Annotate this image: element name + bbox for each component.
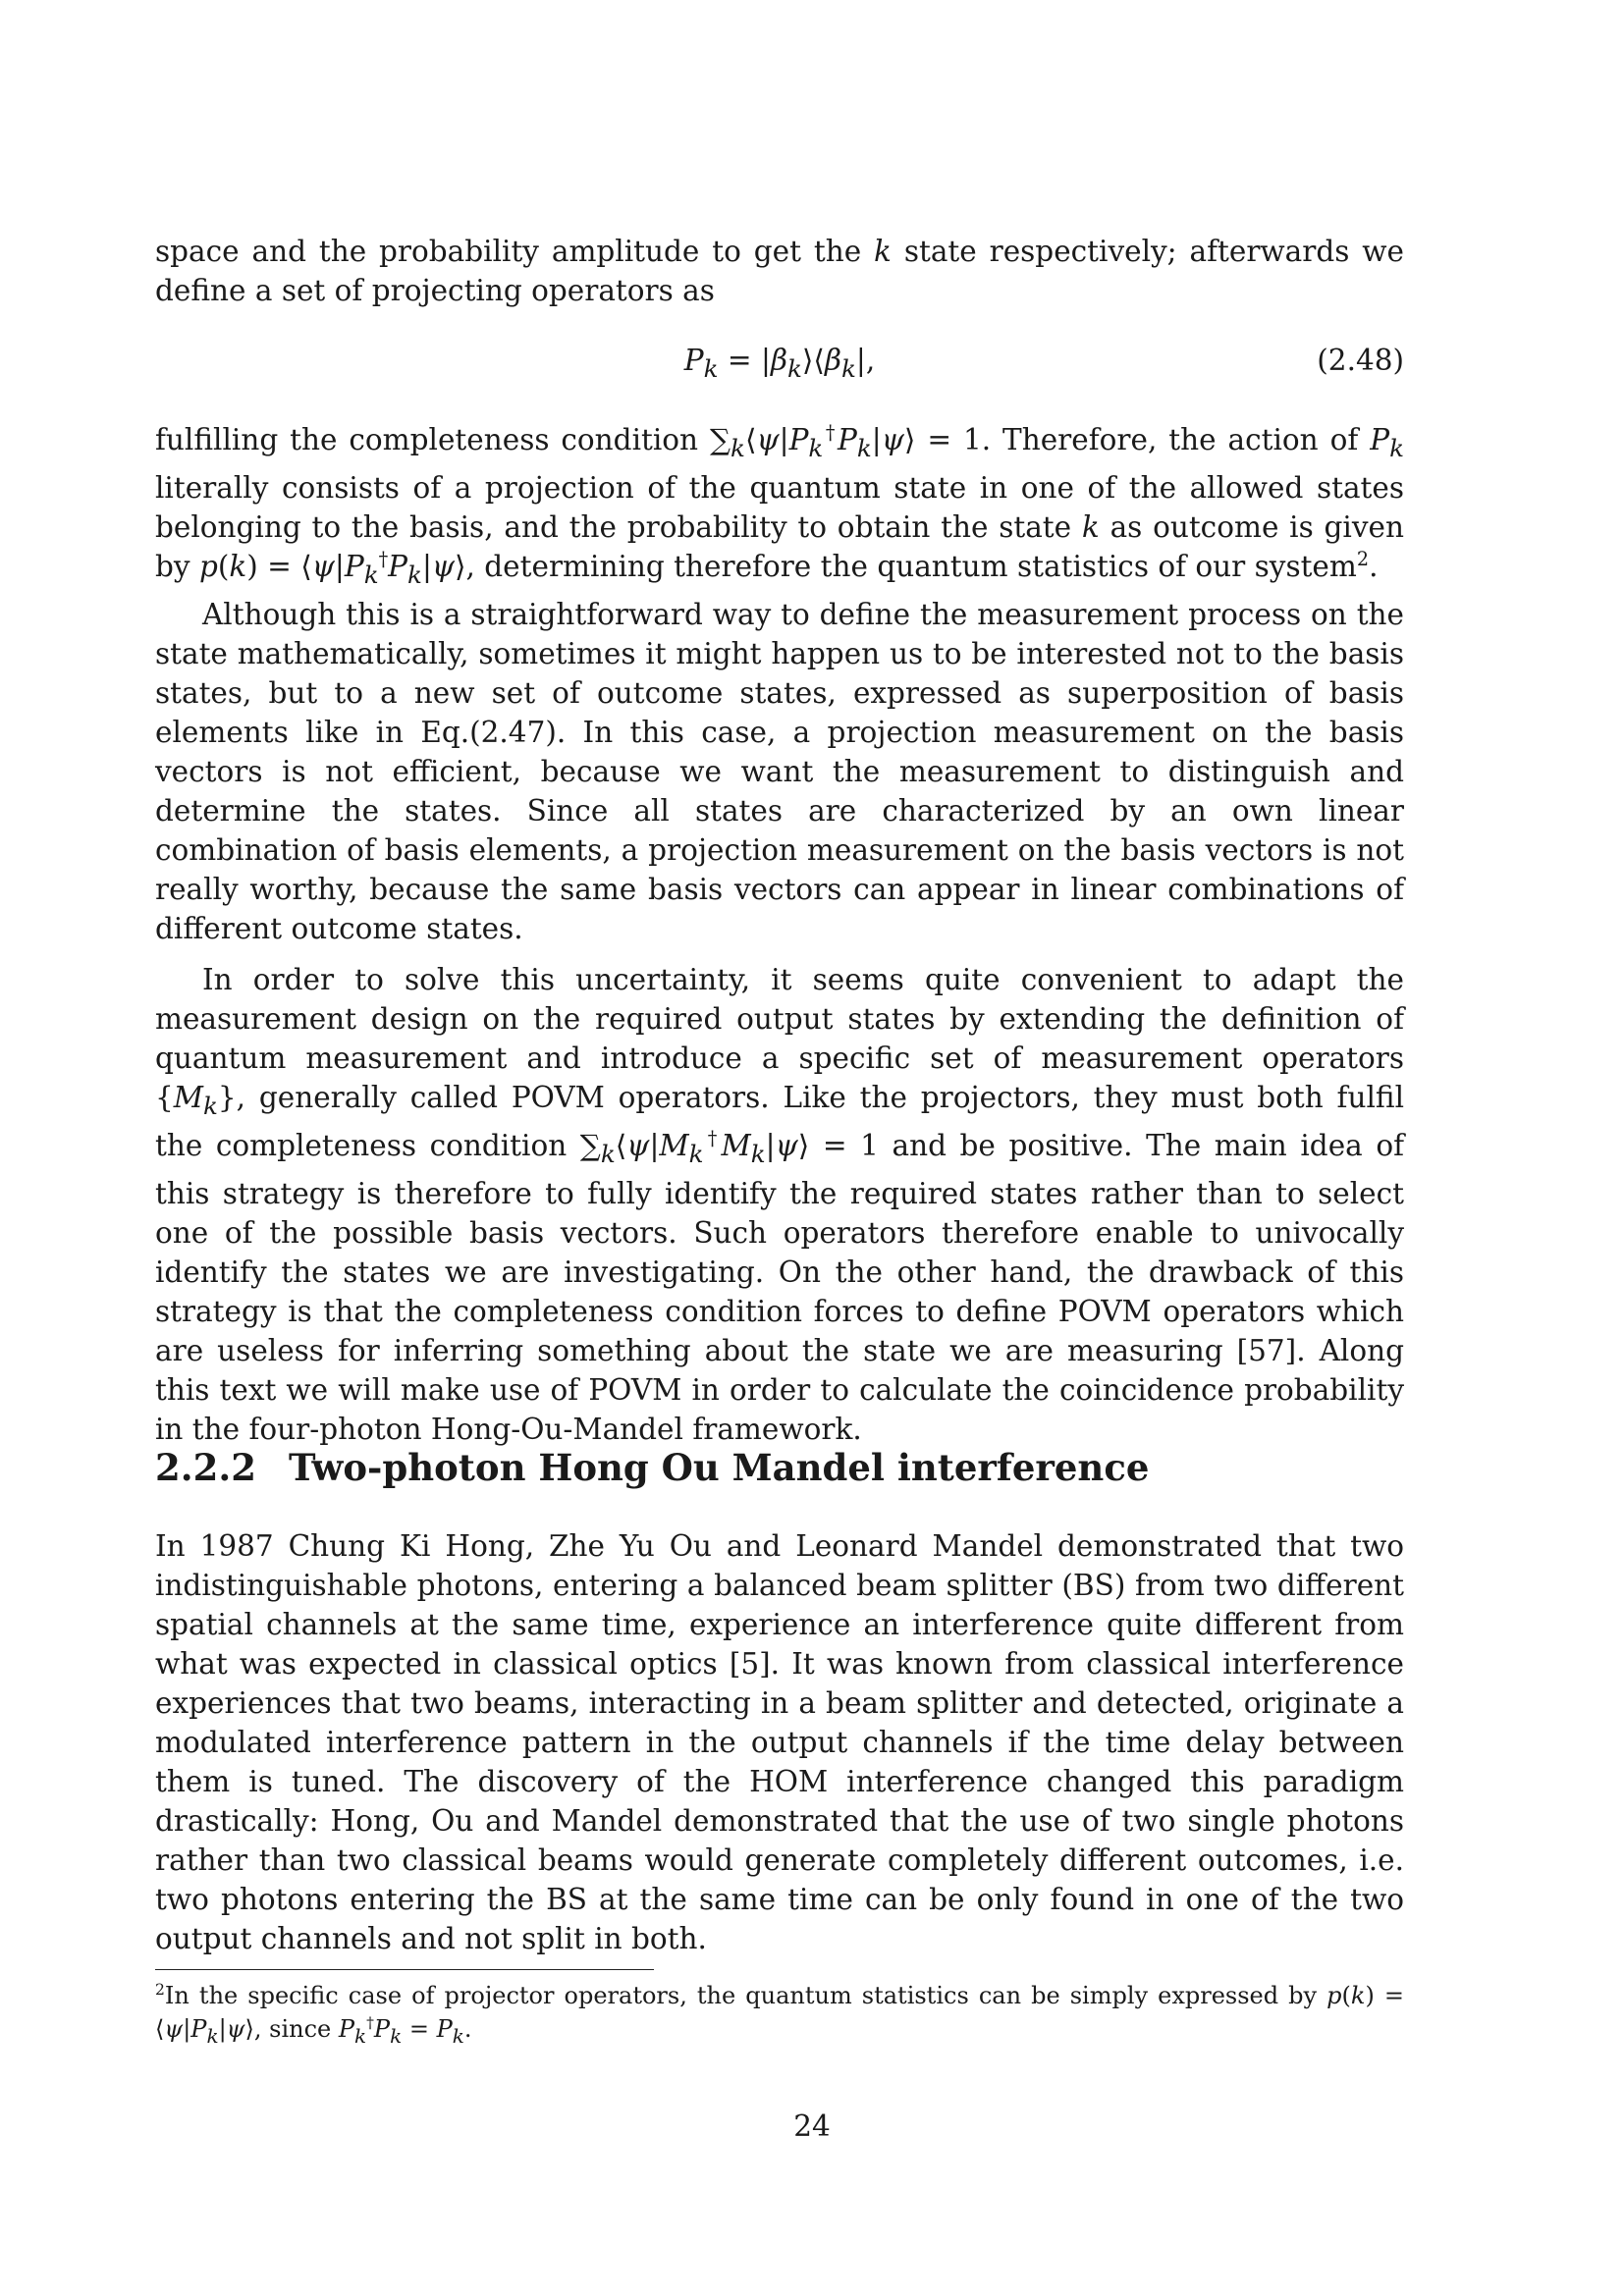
section-title: Two-photon Hong Ou Mandel interference [289, 1446, 1150, 1489]
paragraph-2: fulfilling the completeness condition $\sum_k⟨\psi|P_k^\dagger P_k|\psi⟩ = 1$. Therefore, the action of $P_k$ literally consists of a projection of the quantum state in one of the allowed states belonging to the basis, and the probability to obtain the state k as outcome is given by $p(k) = ⟨\psi|P_k^\dagger P_k|\psi⟩$, determining therefore the quantum statistics of our system$^2$. [155, 421, 1404, 589]
page-number: 24 [793, 2109, 831, 2143]
section-number: 2.2.2 [155, 1446, 256, 1489]
paragraph-1: space and the probability amplitude to get the k state respectively; afterwards we define a set of projecting operators as [155, 235, 1404, 307]
paragraph-5: In 1987 Chung Ki Hong, Zhe Yu Ou and Leonard Mandel demonstrated that two indistinguishable photons, entering a balanced beam splitter (BS) from two different spatial channels at the same time, experience an interference quite different from what was expected in classical optics [5]. It was known from classical interference experiences that two beams, interacting in a beam splitter and detected, originate a modulated interference pattern in the output channels if the time delay between them is tuned. The discovery of the HOM interference changed this paradigm drastically: Hong, Ou and Mandel demonstrated that the use of two single photons rather than two classical beams would generate completely different outcomes, i.e. two photons entering the BS at the same time can be only found in one of the two output channels and not split in both. [155, 1529, 1404, 1955]
paragraph-4: In order to solve this uncertainty, it seems quite convenient to adapt the measurement design on the required output states by extending the definition of quantum measurement and introduce a specific set of measurement operators $\{M_k\}$, generally called POVM operators. Like the projectors, they must both fulfil the completeness condition $\sum_k⟨\psi|M_k^\dagger M_k|\psi⟩ = 1$ and be positive. The main idea of this strategy is therefore to fully identify the required states rather than to select one of the possible basis vectors. Such operators therefore enable to univocally identify the states we are investigating. On the other hand, the drawback of this strategy is that the completeness condition forces to define POVM operators which are useless for inferring something about the state we are measuring [57]. Along this text we will make use of POVM in order to calculate the coincidence probability in the four-photon Hong-Ou-Mandel framework. [155, 962, 1405, 1446]
footnote: $^2$In the specific case of projector operators, the quantum statistics can be simply expressed by $p(k) = ⟨\psi|P_k|\psi⟩$, since $P_k^\dagger P_k = P_k$. [155, 1981, 1404, 2048]
equation-body: $P_k$ = $|\beta_k⟩⟨\beta_k|$, [683, 344, 876, 383]
paragraph-intro [155, 232, 1404, 310]
paragraph-block-3 [155, 1526, 1404, 1958]
paragraph-block-2 [155, 420, 1404, 1449]
section-heading [155, 1443, 1149, 1492]
footnote-divider [155, 1969, 654, 1970]
equation-number: (2.48) [1317, 344, 1404, 377]
paragraph-3: Although this is a straightforward way to define the measurement process on the state mathematically, sometimes it might happen us to be interested not to the basis states, but to a new set of outcome states, expressed as superposition of basis elements like in Eq.(2.47). In this case, a projection measurement on the basis vectors is not efficient, because we want the measurement to distinguish and determine the states. Since all states are characterized by an own linear combination of basis elements, a projection measurement on the basis vectors is not really worthy, because the same basis vectors can appear in linear combinations of different outcome states. [155, 597, 1404, 945]
equation-2-48 [155, 341, 1404, 383]
